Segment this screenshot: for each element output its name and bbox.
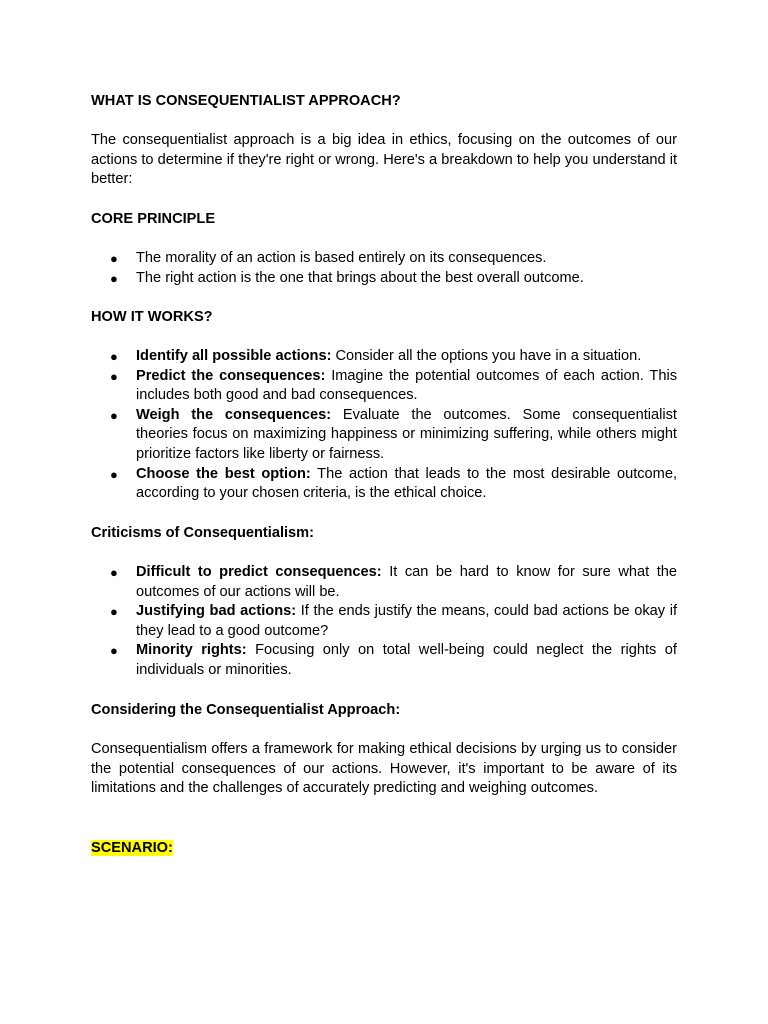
list-item-term: Predict the consequences: [136, 367, 326, 384]
criticisms-heading: Criticisms of Consequentialism: [91, 525, 315, 541]
list-item [91, 406, 677, 465]
list-item-text: Evaluate the outcomes. Some consequentialist theories focus on maximizing happiness or minimizing suffering, while others might prioritize factors like liberty or fairness. [136, 406, 677, 462]
bullet-icon: ● [110, 368, 118, 384]
list-item-text: The action that leads to the most desirable outcome, according to your chosen criteria, is the ethical choice. [136, 465, 677, 502]
list-item-text: The morality of an action is based entirely on its consequences. [136, 250, 547, 266]
list-item [91, 563, 677, 602]
list-item-term: Justifying bad actions: [136, 603, 297, 620]
list-item-text: If the ends justify the means, could bad actions be okay if they lead to a good outcome? [136, 603, 677, 639]
list-item [91, 249, 677, 269]
bullet-icon: ● [110, 466, 118, 482]
list-item-term: Weigh the consequences: [136, 406, 332, 423]
bullet-icon: ● [110, 643, 118, 659]
bullet-icon: ● [110, 270, 118, 286]
list-item [91, 269, 677, 289]
list-item-text: The right action is the one that brings about the best overall outcome. [136, 269, 584, 286]
bullet-icon: ● [110, 349, 118, 364]
criticisms-list [91, 563, 677, 681]
list-item-term: Difficult to predict consequences: [136, 564, 382, 580]
list-item [91, 602, 677, 641]
list-item-text: Consider all the options you have in a situation. [331, 348, 642, 364]
list-item [91, 347, 677, 367]
bullet-icon: ● [110, 251, 118, 266]
list-item [91, 367, 677, 406]
intro-paragraph: The consequentialist approach is a big idea in ethics, focusing on the outcomes of our actions to determine if they're right or wrong. Here's a breakdown to help you understand it better: [91, 132, 677, 188]
scenario-label-line [91, 839, 677, 859]
how-it-works-heading: HOW IT WORKS? [91, 309, 213, 325]
list-item-term: Identify all possible actions: [136, 348, 332, 364]
list-item-text: Imagine the potential outcomes of each action. This includes both good and bad consequences. [136, 367, 677, 404]
list-item-text: It can be hard to know for sure what the outcomes of our actions will be. [136, 564, 677, 600]
page-title: WHAT IS CONSEQUENTIALIST APPROACH? [91, 93, 401, 109]
bullet-icon: ● [110, 407, 118, 423]
considering-heading: Considering the Consequentialist Approach: [91, 702, 401, 718]
core-principle-list [91, 249, 677, 288]
considering-paragraph: Consequentialism offers a framework for making ethical decisions by urging us to consider the potential consequences of our actions. However, it's important to be aware of its limitations and the challenges of accurately predicting and weighing outcomes. [91, 741, 677, 797]
list-item [91, 465, 677, 504]
bullet-icon: ● [110, 604, 118, 620]
list-item-term: Choose the best option: [136, 465, 311, 482]
scenario-label: SCENARIO: [91, 840, 173, 856]
bullet-icon: ● [110, 565, 118, 580]
list-item-text: Focusing only on total well-being could neglect the rights of individuals or minorities. [136, 642, 677, 678]
how-it-works-list [91, 347, 677, 504]
list-item-term: Minority rights: [136, 642, 247, 659]
core-principle-heading: CORE PRINCIPLE [91, 211, 216, 227]
list-item [91, 641, 677, 680]
